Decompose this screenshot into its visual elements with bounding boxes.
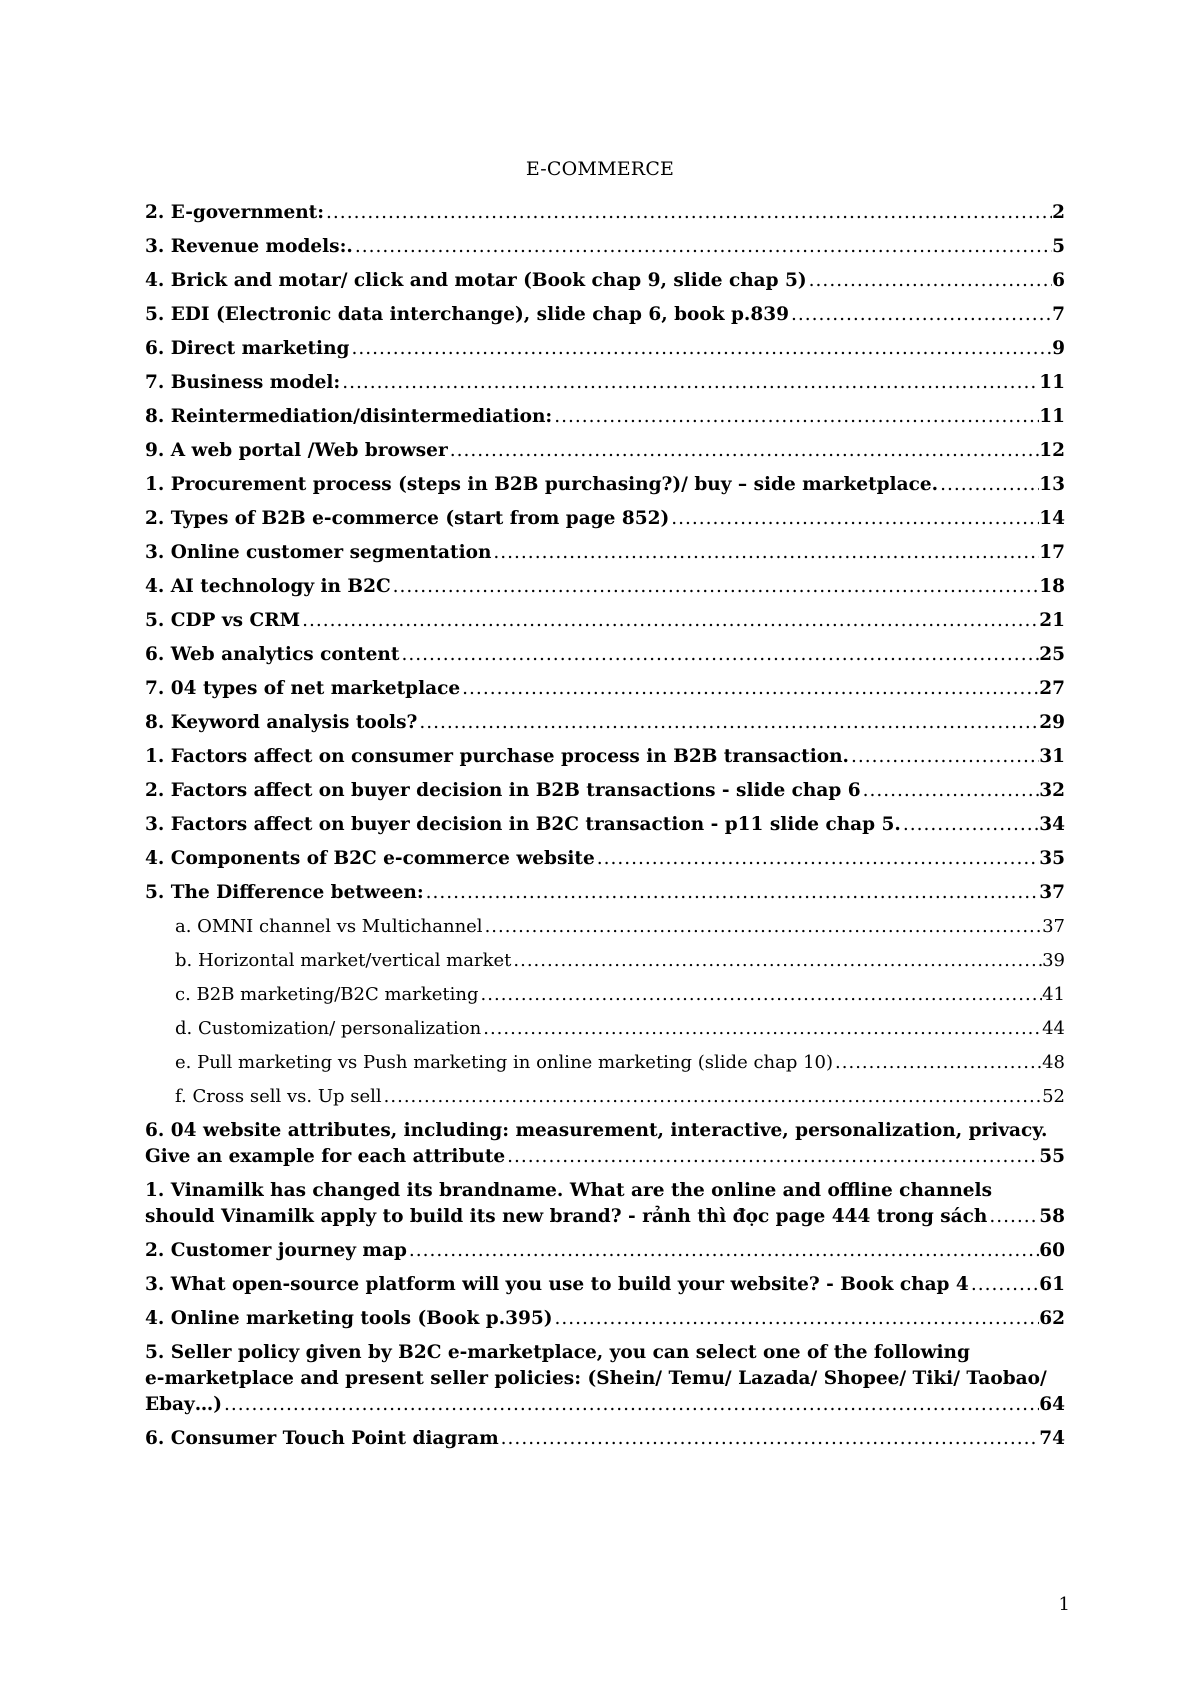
toc-entry-line: 5. Seller policy given by B2C e-marketplace, you can select one of the following	[145, 1342, 970, 1363]
toc-leader-dots	[849, 744, 1039, 770]
toc-entry[interactable]	[145, 642, 1065, 668]
toc-leader-dots	[460, 676, 1039, 702]
toc-entry-page: 6	[1052, 270, 1065, 291]
toc-leader-dots	[499, 1426, 1040, 1452]
toc-entry[interactable]	[145, 200, 1065, 226]
toc-leader-dots	[222, 1392, 1039, 1418]
toc-entry-page: 62	[1039, 1308, 1065, 1329]
toc-entry-label: 2. Factors affect on buyer decision in B2B transactions - slide chap 6	[145, 780, 861, 801]
toc-entry-label: 5. CDP vs CRM	[145, 610, 301, 631]
toc-entry-page: 7	[1052, 304, 1065, 325]
toc-entry-page: 9	[1052, 338, 1065, 359]
toc-leader-dots	[479, 982, 1043, 1008]
toc-entry[interactable]	[145, 370, 1065, 396]
toc-leader-dots	[407, 1238, 1039, 1264]
toc-leader-dots	[901, 812, 1039, 838]
toc-entry-page: 74	[1039, 1428, 1065, 1449]
toc-entry-label: 1. Procurement process (steps in B2B purchasing?)/ buy – side marketplace.	[145, 474, 939, 495]
toc-entry-label: 9. A web portal /Web browser	[145, 440, 448, 461]
toc-entry-label	[145, 1178, 1065, 1230]
toc-entry-page: 12	[1039, 440, 1065, 461]
toc-entry-label: 2. Types of B2B e-commerce (start from page 852)	[145, 508, 670, 529]
toc-entry[interactable]	[145, 812, 1065, 838]
toc-entry[interactable]	[145, 574, 1065, 600]
toc-entry-page: 34	[1039, 814, 1065, 835]
toc-entry-page: 14	[1039, 508, 1065, 529]
toc-entry-label: 3. Revenue models:.	[145, 236, 353, 257]
toc-entry-page: 18	[1039, 576, 1065, 597]
toc-entry-page: 21	[1039, 610, 1065, 631]
toc-entry-multiline[interactable]	[145, 1178, 1065, 1230]
toc-entry-page: 44	[1042, 1018, 1065, 1039]
toc-leader-dots	[833, 1050, 1042, 1076]
toc-leader-dots	[391, 574, 1040, 600]
table-of-contents	[145, 200, 1065, 1460]
toc-entry-label: c. B2B marketing/B2C marketing	[175, 984, 479, 1005]
toc-entry[interactable]	[145, 1306, 1065, 1332]
toc-leader-dots	[807, 268, 1052, 294]
toc-entry-page: 37	[1039, 882, 1065, 903]
toc-entry[interactable]	[145, 404, 1065, 430]
toc-entry-page: 25	[1039, 644, 1065, 665]
toc-entry-label: 3. What open-source platform will you use to build your website? - Book chap 4	[145, 1274, 969, 1295]
toc-entry-label: 7. Business model:	[145, 372, 341, 393]
toc-leader-dots	[789, 302, 1052, 328]
toc-entry[interactable]	[145, 336, 1065, 362]
toc-entry-label: 4. Online marketing tools (Book p.395)	[145, 1308, 553, 1329]
toc-entry[interactable]	[145, 710, 1065, 736]
toc-entry-label: 4. Brick and motar/ click and motar (Book chap 9, slide chap 5)	[145, 270, 807, 291]
toc-entry[interactable]	[145, 540, 1065, 566]
toc-entry[interactable]	[145, 846, 1065, 872]
toc-entry-line: 6. 04 website attributes, including: measurement, interactive, personalization, privacy.	[145, 1120, 1048, 1141]
toc-leader-dots	[324, 200, 1052, 226]
toc-entry[interactable]	[145, 302, 1065, 328]
toc-entry-label: 2. E-government:	[145, 202, 325, 223]
page-number: 1	[1058, 1594, 1070, 1615]
toc-entry[interactable]	[145, 438, 1065, 464]
toc-leader-dots	[417, 710, 1039, 736]
toc-entry[interactable]	[145, 1016, 1065, 1042]
toc-entry[interactable]	[145, 744, 1065, 770]
toc-entry-multiline[interactable]	[145, 1118, 1065, 1170]
toc-entry[interactable]	[145, 506, 1065, 532]
toc-leader-dots	[349, 336, 1052, 362]
toc-entry-label: 5. The Difference between:	[145, 882, 424, 903]
toc-entry-last-line	[145, 1392, 1065, 1418]
toc-leader-dots	[448, 438, 1040, 464]
toc-entry-page: 60	[1039, 1240, 1065, 1261]
toc-entry-label: 4. AI technology in B2C	[145, 576, 391, 597]
toc-entry[interactable]	[145, 268, 1065, 294]
toc-entry-line: should Vinamilk apply to build its new brand? - rảnh thì đọc page 444 trong sách	[145, 1206, 988, 1227]
toc-entry-label: f. Cross sell vs. Up sell	[175, 1086, 382, 1107]
toc-leader-dots	[399, 642, 1039, 668]
toc-entry-label: 6. Direct marketing	[145, 338, 350, 359]
toc-leader-dots	[340, 370, 1039, 396]
toc-entry-page: 2	[1052, 202, 1065, 223]
toc-entry-page: 5	[1052, 236, 1065, 257]
toc-entry-label: b. Horizontal market/vertical market	[175, 950, 512, 971]
toc-entry-page: 39	[1042, 950, 1065, 971]
toc-entry-line: Give an example for each attribute	[145, 1146, 506, 1167]
toc-entry-label	[145, 1118, 1065, 1170]
toc-entry[interactable]	[145, 914, 1065, 940]
toc-entry[interactable]	[145, 880, 1065, 906]
toc-entry[interactable]	[145, 1050, 1065, 1076]
toc-entry[interactable]	[145, 778, 1065, 804]
toc-entry-page: 55	[1039, 1146, 1065, 1167]
toc-entry-label: 3. Factors affect on buyer decision in B2C transaction - p11 slide chap 5.	[145, 814, 901, 835]
toc-entry-multiline[interactable]	[145, 1340, 1065, 1418]
toc-leader-dots	[353, 234, 1052, 260]
toc-entry-page: 61	[1039, 1274, 1065, 1295]
toc-leader-dots	[595, 846, 1040, 872]
toc-entry[interactable]	[145, 982, 1065, 1008]
toc-leader-dots	[669, 506, 1039, 532]
toc-entry-page: 37	[1042, 916, 1065, 937]
toc-entry-page: 52	[1042, 1086, 1065, 1107]
toc-entry-label: 8. Keyword analysis tools?	[145, 712, 418, 733]
toc-entry-label: a. OMNI channel vs Multichannel	[175, 916, 483, 937]
toc-entry-page: 31	[1039, 746, 1065, 767]
toc-entry-line: 1. Vinamilk has changed its brandname. What are the online and offline channels	[145, 1180, 992, 1201]
toc-entry[interactable]	[145, 234, 1065, 260]
toc-entry-page: 48	[1042, 1052, 1065, 1073]
toc-leader-dots	[938, 472, 1039, 498]
toc-entry-last-line	[145, 1144, 1065, 1170]
toc-leader-dots	[382, 1084, 1042, 1110]
toc-entry-page: 35	[1039, 848, 1065, 869]
toc-leader-dots	[969, 1272, 1039, 1298]
toc-leader-dots	[300, 608, 1039, 634]
toc-entry-page: 41	[1042, 984, 1065, 1005]
toc-entry[interactable]	[145, 948, 1065, 974]
toc-entry-page: 17	[1039, 542, 1065, 563]
toc-entry-label: 8. Reintermediation/disintermediation:	[145, 406, 553, 427]
toc-entry-page: 27	[1039, 678, 1065, 699]
toc-entry-page: 11	[1039, 406, 1065, 427]
toc-entry-label: 4. Components of B2C e-commerce website	[145, 848, 595, 869]
toc-entry-line: Ebay…)	[145, 1394, 223, 1415]
toc-entry-label: 1. Factors affect on consumer purchase process in B2B transaction.	[145, 746, 849, 767]
toc-entry-label: e. Pull marketing vs Push marketing in online marketing (slide chap 10)	[175, 1052, 834, 1073]
document-title: E-COMMERCE	[525, 158, 675, 180]
toc-leader-dots	[483, 914, 1043, 940]
toc-entry-label: 6. Web analytics content	[145, 644, 400, 665]
toc-leader-dots	[481, 1016, 1042, 1042]
toc-entry-page: 58	[1039, 1206, 1065, 1227]
toc-entry-page: 11	[1039, 372, 1065, 393]
toc-entry-label: 7. 04 types of net marketplace	[145, 678, 461, 699]
toc-entry[interactable]	[145, 1426, 1065, 1452]
toc-leader-dots	[491, 540, 1039, 566]
toc-entry-page: 32	[1039, 780, 1065, 801]
toc-leader-dots	[511, 948, 1042, 974]
toc-leader-dots	[861, 778, 1040, 804]
toc-entry-page: 29	[1039, 712, 1065, 733]
toc-leader-dots	[987, 1204, 1039, 1230]
toc-entry-label: 6. Consumer Touch Point diagram	[145, 1428, 499, 1449]
toc-entry-label: d. Customization/ personalization	[175, 1018, 482, 1039]
toc-entry[interactable]	[145, 1272, 1065, 1298]
toc-entry[interactable]	[145, 1238, 1065, 1264]
toc-leader-dots	[552, 404, 1039, 430]
toc-entry[interactable]	[145, 608, 1065, 634]
toc-entry-label: 3. Online customer segmentation	[145, 542, 492, 563]
toc-entry-last-line	[145, 1204, 1065, 1230]
toc-entry-label: 5. EDI (Electronic data interchange), slide chap 6, book p.839	[145, 304, 789, 325]
toc-entry[interactable]	[145, 1084, 1065, 1110]
toc-leader-dots	[424, 880, 1040, 906]
toc-entry-page: 13	[1039, 474, 1065, 495]
toc-entry-label	[145, 1340, 1065, 1418]
toc-entry-label: 2. Customer journey map	[145, 1240, 407, 1261]
toc-entry[interactable]	[145, 472, 1065, 498]
toc-leader-dots	[505, 1144, 1039, 1170]
toc-entry[interactable]	[145, 676, 1065, 702]
toc-leader-dots	[553, 1306, 1040, 1332]
toc-entry-line: e-marketplace and present seller policies: (Shein/ Temu/ Lazada/ Shopee/ Tiki/ Taobao/	[145, 1368, 1047, 1389]
toc-entry-page: 64	[1039, 1394, 1065, 1415]
